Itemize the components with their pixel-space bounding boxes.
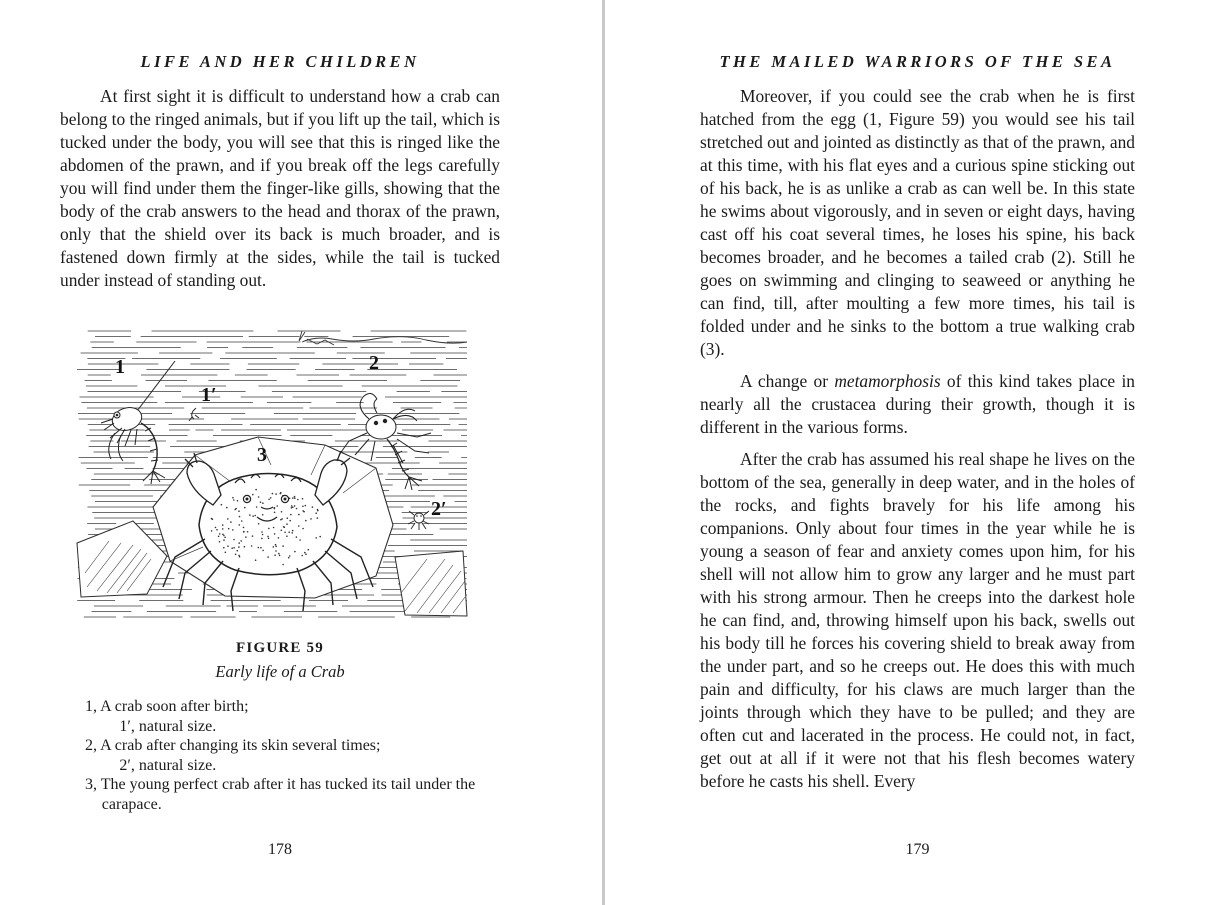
- figure-59: [60, 325, 500, 682]
- page-number-left: 178: [268, 841, 292, 858]
- right-paragraph-2: [700, 370, 1135, 439]
- page-gutter-divider: [602, 0, 605, 905]
- figure-label-2-prime: 2′: [431, 498, 447, 520]
- running-head-right: THE MAILED WARRIORS OF THE SEA: [719, 52, 1116, 71]
- running-head-left: LIFE AND HER CHILDREN: [140, 52, 420, 71]
- tiny-crab: [408, 511, 429, 530]
- right-paragraph-2-italic-word: metamorphosis: [834, 371, 941, 391]
- figure-legend: [85, 697, 500, 814]
- figure-label-2: 2: [369, 352, 379, 374]
- right-paragraph-1: Moreover, if you could see the crab when he is first hatched from the egg (1, Figure 59) you would see his tail stretched out and jointed as distinctly as that of the prawn, and at this time, with his flat eyes and a curious spine sticking out of his back, he is as unlike a crab as can well be. In this state he swims about vigorously, and in seven or eight days, having cast off his coat several times, he loses his spine, his back becomes broader, and he becomes a tailed crab (2). Still he goes on swimming and clinging to seaweed or anything he can find, till, after moulting a few more times, his tail is folded under and he sinks to the bottom a true walking crab (3).: [700, 86, 1135, 359]
- legend-item-1-sub: 1′, natural size.: [119, 717, 217, 735]
- right-page: [700, 0, 1135, 905]
- zoea-larva: [101, 361, 175, 484]
- figure-label-1-prime: 1′: [201, 384, 217, 406]
- crab-engraving: [75, 325, 471, 625]
- figure-label-3: 3: [257, 444, 267, 466]
- left-page: [60, 0, 500, 905]
- figure-caption-label: FIGURE 59: [236, 640, 324, 656]
- legend-item-1: 1, A crab soon after birth;: [85, 698, 249, 715]
- right-paragraph-2-before: A change or: [740, 371, 835, 391]
- right-paragraph-3: After the crab has assumed his real shape he lives on the bottom of the sea, generally in deep water, and in the holes of the rocks, and fights bravely for his life among his companions. Only about four times in the year while he is young a season of fear and anxiety comes upon him, for his shell will not allow him to grow any larger and he must part with his strong armour. Then he creeps into the darkest hole he can find, and, throwing himself upon his back, swells out his body till he forces his covering shield to break away from the under part, and so he creeps out. He does this with much pain and difficulty, for his claws are much larger than the joints through which they have to be pulled; and they are often cut and lacerated in the process. He could not, in fact, get out at all if it were not that his flesh becomes watery before he casts his shell. Every: [700, 449, 1135, 791]
- right-paragraph-2-after: of this kind takes place in nearly all the crustacea during their growth, though it is different in the various forms.: [700, 371, 1135, 437]
- coastline: [299, 331, 467, 345]
- legend-item-2-sub: 2′, natural size.: [119, 756, 217, 774]
- left-paragraph: At first sight it is difficult to understand how a crab can belong to the ringed animals, but if you lift up the tail, which is tucked under the body, you will see that this is ringed like the abdomen of the prawn, and if you break off the legs carefully you will find under them the finger-like gills, showing that the body of the crab answers to the head and thorax of the prawn, only that the shield over its back is much broader, and is fastened down firmly at the sides, while the tail is tucked under instead of standing out.: [60, 86, 501, 290]
- page-number-right: 179: [905, 841, 930, 858]
- legend-item-2: 2, A crab after changing its skin several times;: [85, 737, 381, 754]
- figure-label-1: 1: [115, 356, 125, 378]
- figure-caption-title: Early life of a Crab: [215, 662, 345, 681]
- legend-item-3: 3, The young perfect crab after it has tucked its tail under the carapace.: [85, 776, 476, 813]
